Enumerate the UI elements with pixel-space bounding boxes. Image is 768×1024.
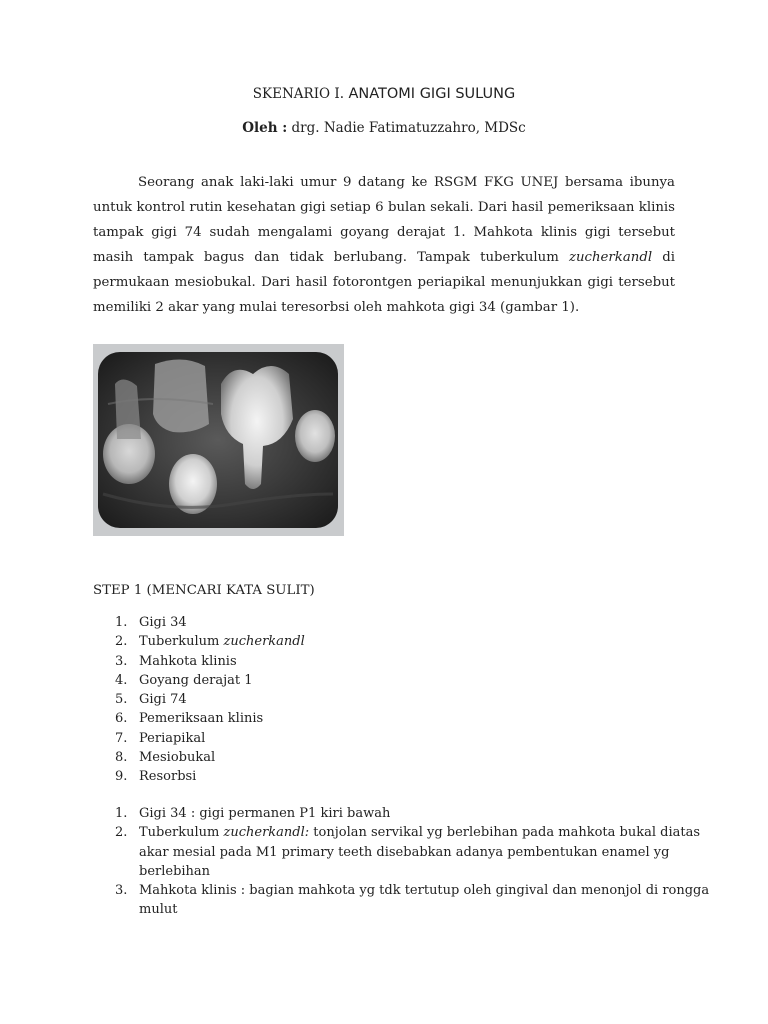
list-item: 7. Periapikal [115,730,206,746]
document-title [0,86,768,102]
step1-heading: STEP 1 (MENCARI KATA SULIT) [93,583,315,598]
list-item: 4. Goyang derajat 1 [115,672,253,688]
author-label: Oleh : [242,120,288,136]
author-name: drg. Nadie Fatimatuzzahro, MDSc [291,120,526,136]
list-item: 6. Pemeriksaan klinis [115,711,264,727]
paragraph-italic-term: zucherkandl [568,250,653,265]
list-item: 3. Mahkota klinis : bagian mahkota yg tdk tertutup oleh gingival dan menonjol di rongga mulut [115,883,710,918]
list-item: 9. Resorbsi [115,769,197,785]
paragraph-part2: di permukaan mesiobukal. Dari hasil fotorontgen periapikal menunjukkan gigi tersebut memiliki 2 akar yang mulai teresorbsi oleh mahkota gigi 34 (gambar 1). [93,250,675,315]
list-item: 2. Tuberkulum zucherkandl: tonjolan servikal yg berlebihan pada mahkota bukal diatas akar mesial pada M1 primary teeth disebabkan adanya pembentukan enamel yg berlebihan [115,825,701,879]
difficult-terms-list [93,613,693,787]
title-main: ANATOMI GIGI SULUNG [348,86,516,102]
xray-illustration [93,344,344,536]
list-item: 1. Gigi 34 [115,615,187,630]
paragraph-part1: Seorang anak laki-laki umur 9 datang ke RSGM FKG UNEJ bersama ibunya untuk kontrol rutin kesehatan gigi setiap 6 bulan sekali. Dari hasil pemeriksaan klinis tampak gigi 74 sudah mengalami goyang derajat 1. Mahkota klinis gigi tersebut masih tampak bagus dan tidak berlubang. Tampak tuberkulum [93,175,675,265]
author-line [0,120,768,136]
scenario-paragraph [93,170,675,320]
list-item: 8. Mesiobukal [115,750,216,766]
list-item: 1. Gigi 34 : gigi permanen P1 kiri bawah [115,806,391,821]
title-prefix: SKENARIO I. [252,86,345,102]
definitions-list [93,804,710,920]
list-item: 5. Gigi 74 [115,692,187,708]
list-item: 3. Mahkota klinis [115,653,237,669]
dental-xray-image [93,344,344,536]
list-item: 2. Tuberkulum zucherkandl [115,634,305,650]
